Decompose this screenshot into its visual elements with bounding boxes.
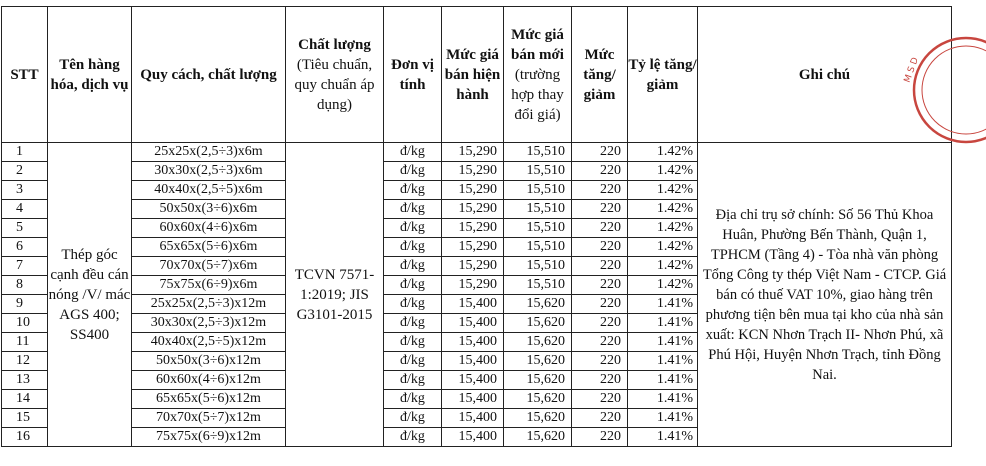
row-rate: 1.42% (628, 200, 698, 219)
row-spec: 40x40x(2,5÷5)x12m (132, 333, 286, 352)
price-table (1, 6, 952, 447)
row-new-price: 15,510 (504, 143, 572, 162)
product-name-cell: Thép góc cạnh đều cán nóng /V/ mác AGS 400; SS400 (48, 143, 132, 447)
header-new-price-title: Mức giá bán mới (511, 26, 564, 63)
row-unit: đ/kg (384, 352, 442, 371)
row-stt: 6 (2, 238, 48, 257)
row-rate: 1.41% (628, 409, 698, 428)
row-current-price: 15,400 (442, 409, 504, 428)
svg-text:M S D: M S D (902, 56, 921, 85)
row-change: 220 (572, 143, 628, 162)
row-change: 220 (572, 276, 628, 295)
row-new-price: 15,510 (504, 276, 572, 295)
row-spec: 50x50x(3÷6)x6m (132, 200, 286, 219)
row-stt: 4 (2, 200, 48, 219)
row-change: 220 (572, 238, 628, 257)
table-body (2, 143, 952, 447)
row-spec: 75x75x(6÷9)x6m (132, 276, 286, 295)
row-rate: 1.42% (628, 257, 698, 276)
row-new-price: 15,620 (504, 295, 572, 314)
row-stt: 3 (2, 181, 48, 200)
row-current-price: 15,400 (442, 333, 504, 352)
row-unit: đ/kg (384, 409, 442, 428)
row-stt: 14 (2, 390, 48, 409)
row-new-price: 15,620 (504, 333, 572, 352)
row-spec: 25x25x(2,5÷3)x6m (132, 143, 286, 162)
row-rate: 1.41% (628, 314, 698, 333)
row-new-price: 15,510 (504, 257, 572, 276)
row-change: 220 (572, 295, 628, 314)
row-spec: 75x75x(6÷9)x12m (132, 428, 286, 447)
row-stt: 12 (2, 352, 48, 371)
row-rate: 1.42% (628, 219, 698, 238)
row-spec: 30x30x(2,5÷3)x6m (132, 162, 286, 181)
row-new-price: 15,620 (504, 390, 572, 409)
row-stt: 15 (2, 409, 48, 428)
row-current-price: 15,290 (442, 276, 504, 295)
table-row (2, 143, 952, 162)
header-rate: Tỷ lệ tăng/ giảm (628, 7, 698, 143)
row-stt: 13 (2, 371, 48, 390)
row-current-price: 15,400 (442, 295, 504, 314)
row-spec: 65x65x(5÷6)x12m (132, 390, 286, 409)
row-stt: 9 (2, 295, 48, 314)
row-new-price: 15,510 (504, 219, 572, 238)
row-current-price: 15,400 (442, 314, 504, 333)
row-spec: 60x60x(4÷6)x6m (132, 219, 286, 238)
row-change: 220 (572, 352, 628, 371)
row-unit: đ/kg (384, 219, 442, 238)
row-rate: 1.41% (628, 295, 698, 314)
row-rate: 1.41% (628, 333, 698, 352)
row-stt: 5 (2, 219, 48, 238)
row-rate: 1.41% (628, 371, 698, 390)
row-rate: 1.42% (628, 181, 698, 200)
row-unit: đ/kg (384, 181, 442, 200)
header-change: Mức tăng/ giảm (572, 7, 628, 143)
row-change: 220 (572, 428, 628, 447)
row-new-price: 15,510 (504, 162, 572, 181)
row-rate: 1.41% (628, 352, 698, 371)
header-row (2, 7, 952, 143)
row-current-price: 15,400 (442, 371, 504, 390)
row-unit: đ/kg (384, 162, 442, 181)
row-current-price: 15,400 (442, 352, 504, 371)
row-rate: 1.42% (628, 162, 698, 181)
row-change: 220 (572, 409, 628, 428)
row-rate: 1.41% (628, 390, 698, 409)
row-spec: 65x65x(5÷6)x6m (132, 238, 286, 257)
row-change: 220 (572, 333, 628, 352)
row-stt: 11 (2, 333, 48, 352)
row-change: 220 (572, 219, 628, 238)
header-note: Ghi chú (698, 7, 952, 143)
row-stt: 16 (2, 428, 48, 447)
header-quality-title: Chất lượng (298, 36, 371, 53)
row-current-price: 15,400 (442, 390, 504, 409)
header-current-price: Mức giá bán hiện hành (442, 7, 504, 143)
row-new-price: 15,510 (504, 200, 572, 219)
row-current-price: 15,290 (442, 143, 504, 162)
row-change: 220 (572, 314, 628, 333)
row-new-price: 15,620 (504, 352, 572, 371)
header-new-price-sub: (trường hợp thay đổi giá) (511, 66, 564, 123)
row-current-price: 15,290 (442, 219, 504, 238)
standard-cell: TCVN 7571-1:2019; JIS G3101-2015 (286, 143, 384, 447)
row-change: 220 (572, 390, 628, 409)
row-unit: đ/kg (384, 428, 442, 447)
row-current-price: 15,290 (442, 181, 504, 200)
row-unit: đ/kg (384, 371, 442, 390)
row-unit: đ/kg (384, 390, 442, 409)
row-unit: đ/kg (384, 314, 442, 333)
row-current-price: 15,290 (442, 238, 504, 257)
header-quality-sub: (Tiêu chuẩn, quy chuẩn áp dụng) (294, 56, 375, 113)
row-change: 220 (572, 371, 628, 390)
row-current-price: 15,290 (442, 162, 504, 181)
row-spec: 60x60x(4÷6)x12m (132, 371, 286, 390)
row-stt: 8 (2, 276, 48, 295)
row-new-price: 15,620 (504, 314, 572, 333)
row-stt: 7 (2, 257, 48, 276)
row-rate: 1.42% (628, 276, 698, 295)
row-current-price: 15,290 (442, 257, 504, 276)
header-stt: STT (2, 7, 48, 143)
row-unit: đ/kg (384, 238, 442, 257)
row-spec: 50x50x(3÷6)x12m (132, 352, 286, 371)
row-new-price: 15,620 (504, 371, 572, 390)
header-product: Tên hàng hóa, dịch vụ (48, 7, 132, 143)
row-spec: 30x30x(2,5÷3)x12m (132, 314, 286, 333)
row-unit: đ/kg (384, 295, 442, 314)
row-change: 220 (572, 257, 628, 276)
row-spec: 70x70x(5÷7)x12m (132, 409, 286, 428)
row-unit: đ/kg (384, 200, 442, 219)
row-rate: 1.42% (628, 238, 698, 257)
row-stt: 2 (2, 162, 48, 181)
row-rate: 1.42% (628, 143, 698, 162)
row-unit: đ/kg (384, 257, 442, 276)
row-current-price: 15,400 (442, 428, 504, 447)
row-unit: đ/kg (384, 143, 442, 162)
row-new-price: 15,620 (504, 428, 572, 447)
row-stt: 10 (2, 314, 48, 333)
row-rate: 1.41% (628, 428, 698, 447)
row-current-price: 15,290 (442, 200, 504, 219)
header-spec: Quy cách, chất lượng (132, 7, 286, 143)
row-unit: đ/kg (384, 276, 442, 295)
row-new-price: 15,510 (504, 238, 572, 257)
row-change: 220 (572, 181, 628, 200)
header-unit: Đơn vị tính (384, 7, 442, 143)
row-spec: 70x70x(5÷7)x6m (132, 257, 286, 276)
header-new-price (504, 7, 572, 143)
row-change: 220 (572, 200, 628, 219)
row-new-price: 15,510 (504, 181, 572, 200)
row-change: 220 (572, 162, 628, 181)
row-new-price: 15,620 (504, 409, 572, 428)
row-stt: 1 (2, 143, 48, 162)
row-spec: 25x25x(2,5÷3)x12m (132, 295, 286, 314)
row-unit: đ/kg (384, 333, 442, 352)
header-quality (286, 7, 384, 143)
note-cell: Địa chỉ trụ sở chính: Số 56 Thủ Khoa Huân, Phường Bến Thành, Quận 1, TPHCM (Tầng 4) - Tòa nhà văn phòng Tổng Công ty thép Việt Nam - CTCP. Giá bán có thuế VAT 10%, giao hàng trên phương tiện bên mua tại kho của nhà sản xuất: KCN Nhơn Trạch II- Nhơn Phú, xã Phú Hội, Huyện Nhơn Trạch, tỉnh Đồng Nai. (698, 143, 952, 447)
row-spec: 40x40x(2,5÷5)x6m (132, 181, 286, 200)
